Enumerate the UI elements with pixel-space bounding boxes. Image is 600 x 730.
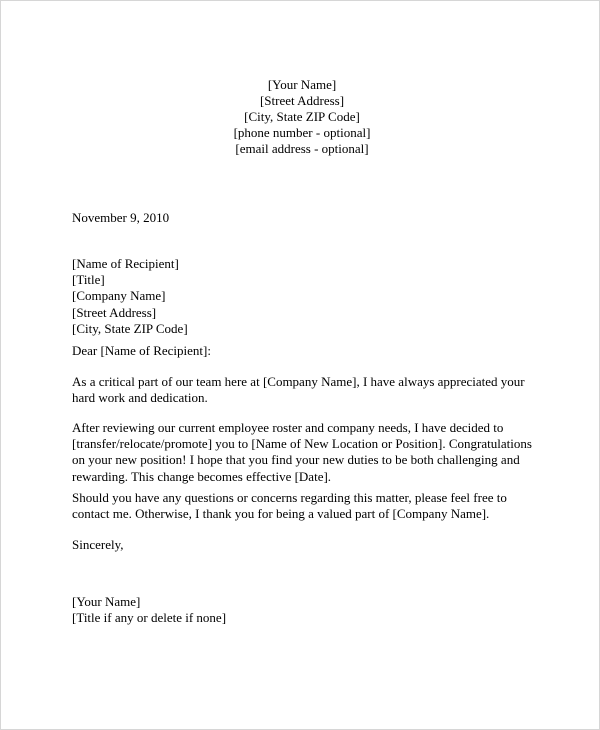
recipient-title: [Title] [72,272,105,288]
signature-block [72,594,552,626]
recipient-city: [City, State ZIP Code] [72,320,188,336]
signature-title: [Title if any or delete if none] [72,610,227,626]
paragraph-line: rewarding. This change becomes effective [Date]. [72,468,332,484]
sender-email: [email address - optional] [235,141,369,156]
signature-name: [Your Name] [72,594,141,609]
closing: Sincerely, [72,537,124,552]
paragraph-line: hard work and dedication. [72,390,208,406]
body-paragraph-3 [72,490,552,522]
sender-phone: [phone number - optional] [233,125,371,140]
salutation: Dear [Name of Recipient]: [72,343,211,358]
sender-city: [City, State ZIP Code] [244,109,360,124]
recipient-street: [Street Address] [72,304,157,320]
paragraph-line: After reviewing our current employee roster and company needs, I have decided to [72,420,504,435]
paragraph-line: Should you have any questions or concerns regarding this matter, please feel free to [72,490,507,505]
recipient-name: [Name of Recipient] [72,256,179,271]
letter-date: November 9, 2010 [72,210,170,225]
sender-name: [Your Name] [267,77,337,92]
recipient-company: [Company Name] [72,288,166,304]
recipient-address-block [72,256,552,337]
paragraph-line: [transfer/relocate/promote] you to [Name of New Location or Position]. Congratulations [72,436,532,452]
body-paragraph-1 [72,374,552,406]
sender-street: [Street Address] [259,93,345,108]
sender-address-block [1,77,600,157]
paragraph-line: As a critical part of our team here at [Company Name], I have always appreciated your [72,374,525,389]
body-paragraph-2 [72,420,552,485]
paragraph-line: on your new position! I hope that you find your new duties to be both challenging and [72,452,520,468]
paragraph-line: contact me. Otherwise, I thank you for being a valued part of [Company Name]. [72,506,490,522]
